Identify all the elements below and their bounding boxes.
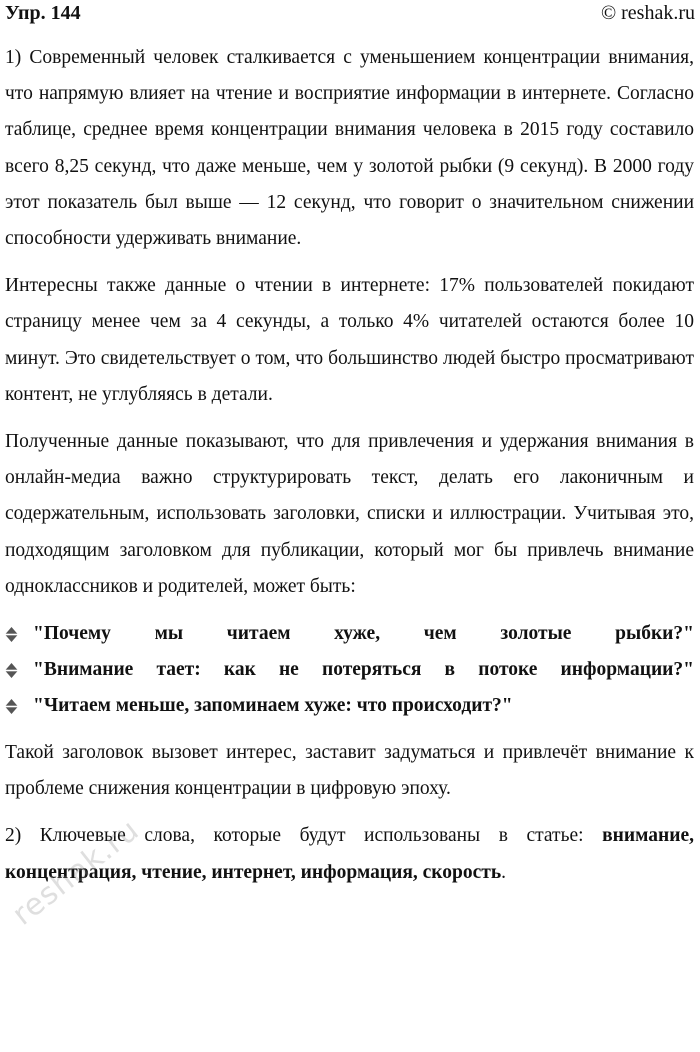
source-credit: © reshak.ru	[600, 1, 695, 24]
list-item	[5, 652, 694, 688]
paragraph-3: Полученные данные показывают, что для привлечения и удержания внимания в онлайн-медиа важно структурировать текст, делать его лаконичным и содержательным, использовать заголовки, списки и иллюстрации. Учитывая это, подходящим заголовком для публикации, который мог бы привлечь внимание одноклассников и родителей, может быть:	[5, 431, 694, 597]
headline-option-3: "Читаем меньше, запоминаем хуже: что происходит?"	[33, 695, 513, 717]
diamond-bullet-icon	[5, 699, 33, 714]
diamond-bullet-icon	[5, 627, 33, 642]
keywords-intro: 2) Ключевые слова, которые будут использованы в статье:	[5, 825, 603, 847]
document-body	[5, 40, 694, 902]
paragraph-1: 1) Современный человек сталкивается с уменьшением концентрации внимания, что напрямую влияет на чтение и восприятие информации в интернете. Согласно таблице, среднее время концентрации внимания человека в 2015 году составило всего 8,25 секунд, что даже меньше, чем у золотой рыбки (9 секунд). В 2000 году этот показатель был выше — 12 секунд, что говорит о значительном снижении способности удерживать внимание.	[5, 47, 694, 250]
paragraph-4: Такой заголовок вызовет интерес, заставит задуматься и привлечёт внимание к проблеме снижения концентрации в цифровую эпоху.	[5, 742, 694, 800]
diamond-bullet-icon	[5, 663, 33, 678]
paragraph-2: Интересны также данные о чтении в интернете: 17% пользователей покидают страницу менее чем за 4 секунды, а только 4% читателей остаются более 10 минут. Это свидетельствует о том, что большинство людей быстро просматривают контент, не углубляясь в детали.	[5, 275, 694, 405]
keywords-period: .	[501, 861, 507, 883]
page-header	[5, 1, 695, 25]
headline-option-2: "Внимание тает: как не потеряться в потоке информации?"	[33, 659, 694, 681]
list-item	[5, 616, 694, 652]
exercise-title: Упр. 144	[5, 1, 81, 24]
keywords-list: внимание, концентрация, чтение, интернет, информация, скорость	[5, 825, 694, 883]
headline-options-list	[5, 616, 694, 724]
watermark: reshak.ru	[6, 812, 147, 933]
headline-option-1: "Почему мы читаем хуже, чем золотые рыбки?"	[33, 623, 694, 645]
list-item	[5, 688, 694, 724]
